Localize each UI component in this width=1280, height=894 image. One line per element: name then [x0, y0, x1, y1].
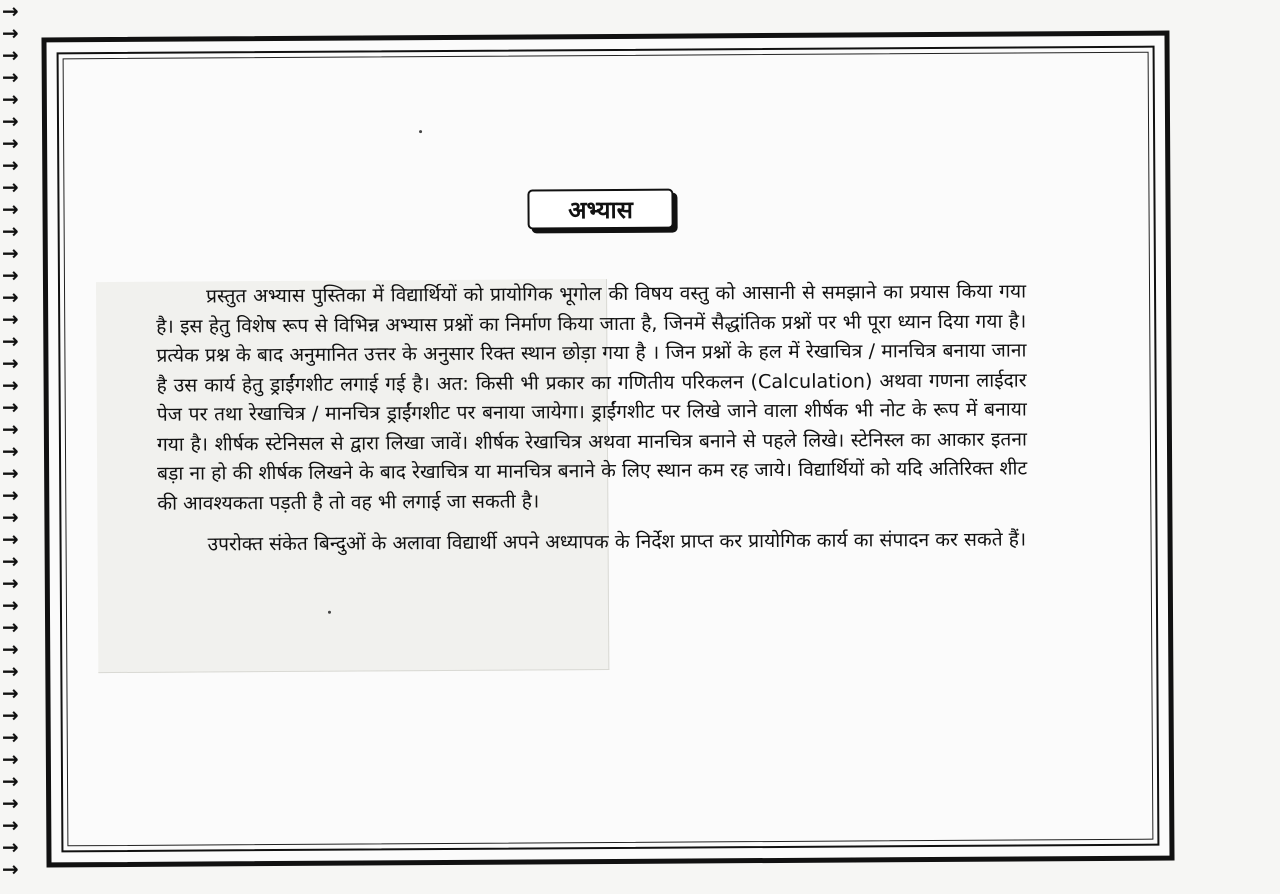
- spiral-coil: →: [2, 747, 19, 771]
- spiral-coil: →: [2, 285, 19, 309]
- speck: [419, 130, 422, 133]
- spiral-coil: →: [2, 703, 19, 727]
- spiral-coil: →: [2, 417, 19, 441]
- spiral-coil: →: [2, 461, 19, 485]
- spiral-coil: →: [2, 857, 19, 881]
- spiral-coil: →: [2, 527, 19, 551]
- spiral-coil: →: [2, 351, 19, 375]
- spiral-coil: →: [2, 395, 19, 419]
- spiral-coil: →: [2, 659, 19, 683]
- spiral-coil: →: [2, 571, 19, 595]
- spiral-coil: →: [2, 373, 19, 397]
- spiral-binding: [0, 0, 30, 894]
- spiral-coil: →: [2, 263, 19, 287]
- spiral-coil: →: [2, 175, 19, 199]
- spiral-coil: →: [2, 615, 19, 639]
- spiral-coil: →: [2, 483, 19, 507]
- spiral-coil: →: [2, 681, 19, 705]
- spiral-coil: →: [2, 153, 19, 177]
- spiral-coil: →: [2, 43, 19, 67]
- spiral-coil: →: [2, 813, 19, 837]
- spiral-coil: →: [2, 505, 19, 529]
- page-border-outer: [41, 31, 1174, 868]
- spiral-coil: →: [2, 21, 19, 45]
- spiral-coil: →: [2, 197, 19, 221]
- spiral-coil: →: [2, 769, 19, 793]
- spiral-coil: →: [2, 109, 19, 133]
- spiral-coil: →: [2, 439, 19, 463]
- spiral-coil: →: [2, 65, 19, 89]
- spiral-coil: →: [2, 0, 19, 23]
- paragraph-1: प्रस्तुत अभ्यास पुस्तिका में विद्यार्थियों को प्रायोगिक भूगोल की विषय वस्तु को आसानी से समझाने का प्रयास किया गया है। इस हेतु विशेष रूप से विभिन्न अभ्यास प्रश्नों का निर्माण किया जाता है, जिनमें सैद्धांतिक प्रश्नों पर भी पूरा ध्यान दिया गया है। प्रत्येक प्रश्न के बाद अनुमानित उत्तर के अनुसार रिक्त स्थान छोड़ा गया है । जिन प्रश्नों के हल में रेखाचित्र / मानचित्र बनाया जाना है उस कार्य हेतु ड्राईंगशीट लगाई गई है। अत: किसी भी प्रकार का गणितीय परिकलन (Calculation) अथवा गणना लाईदार पेज पर तथा रेखाचित्र / मानचित्र ड्राईंगशीट पर बनाया जायेगा। ड्राईंगशीट पर लिखे जाने वाला शीर्षक भी नोट के रूप में बनाया गया है। शीर्षक स्टेनिसल से द्वारा लिखा जावें। शीर्षक रेखाचित्र अथवा मानचित्र बनाने से पहले लिखे। स्टेनिस्ल का आकार इतना बड़ा ना हो की शीर्षक लिखने के बाद रेखाचित्र या मानचित्र बनाने के लिए स्थान कम रह जाये। विद्यार्थियों को यदि अतिरिक्त शीट की आवश्यकता पड़ती है तो वह भी लगाई जा सकती है।: [156, 279, 1028, 515]
- spiral-coil: →: [2, 835, 19, 859]
- body-text: [156, 276, 1028, 559]
- spiral-coil: →: [2, 241, 19, 265]
- spiral-coil: →: [2, 593, 19, 617]
- paragraph-2: उपरोक्त संकेत बिन्दुओं के अलावा विद्यार्थी अपने अध्यापक के निर्देश प्राप्त कर प्रायोगिक कार्य का संपादन कर सकते हैं।: [207, 527, 1027, 556]
- spiral-coil: →: [2, 87, 19, 111]
- spiral-coil: →: [2, 549, 19, 573]
- spiral-coil: →: [2, 307, 19, 331]
- page-title: अभ्यास: [568, 195, 633, 224]
- speck: [328, 611, 331, 614]
- spiral-coil: →: [2, 791, 19, 815]
- spiral-coil: →: [2, 219, 19, 243]
- spiral-coil: →: [2, 131, 19, 155]
- spiral-coil: →: [2, 725, 19, 749]
- spiral-coil: →: [2, 329, 19, 353]
- spiral-coil: →: [2, 637, 19, 661]
- heading-box: [527, 189, 673, 230]
